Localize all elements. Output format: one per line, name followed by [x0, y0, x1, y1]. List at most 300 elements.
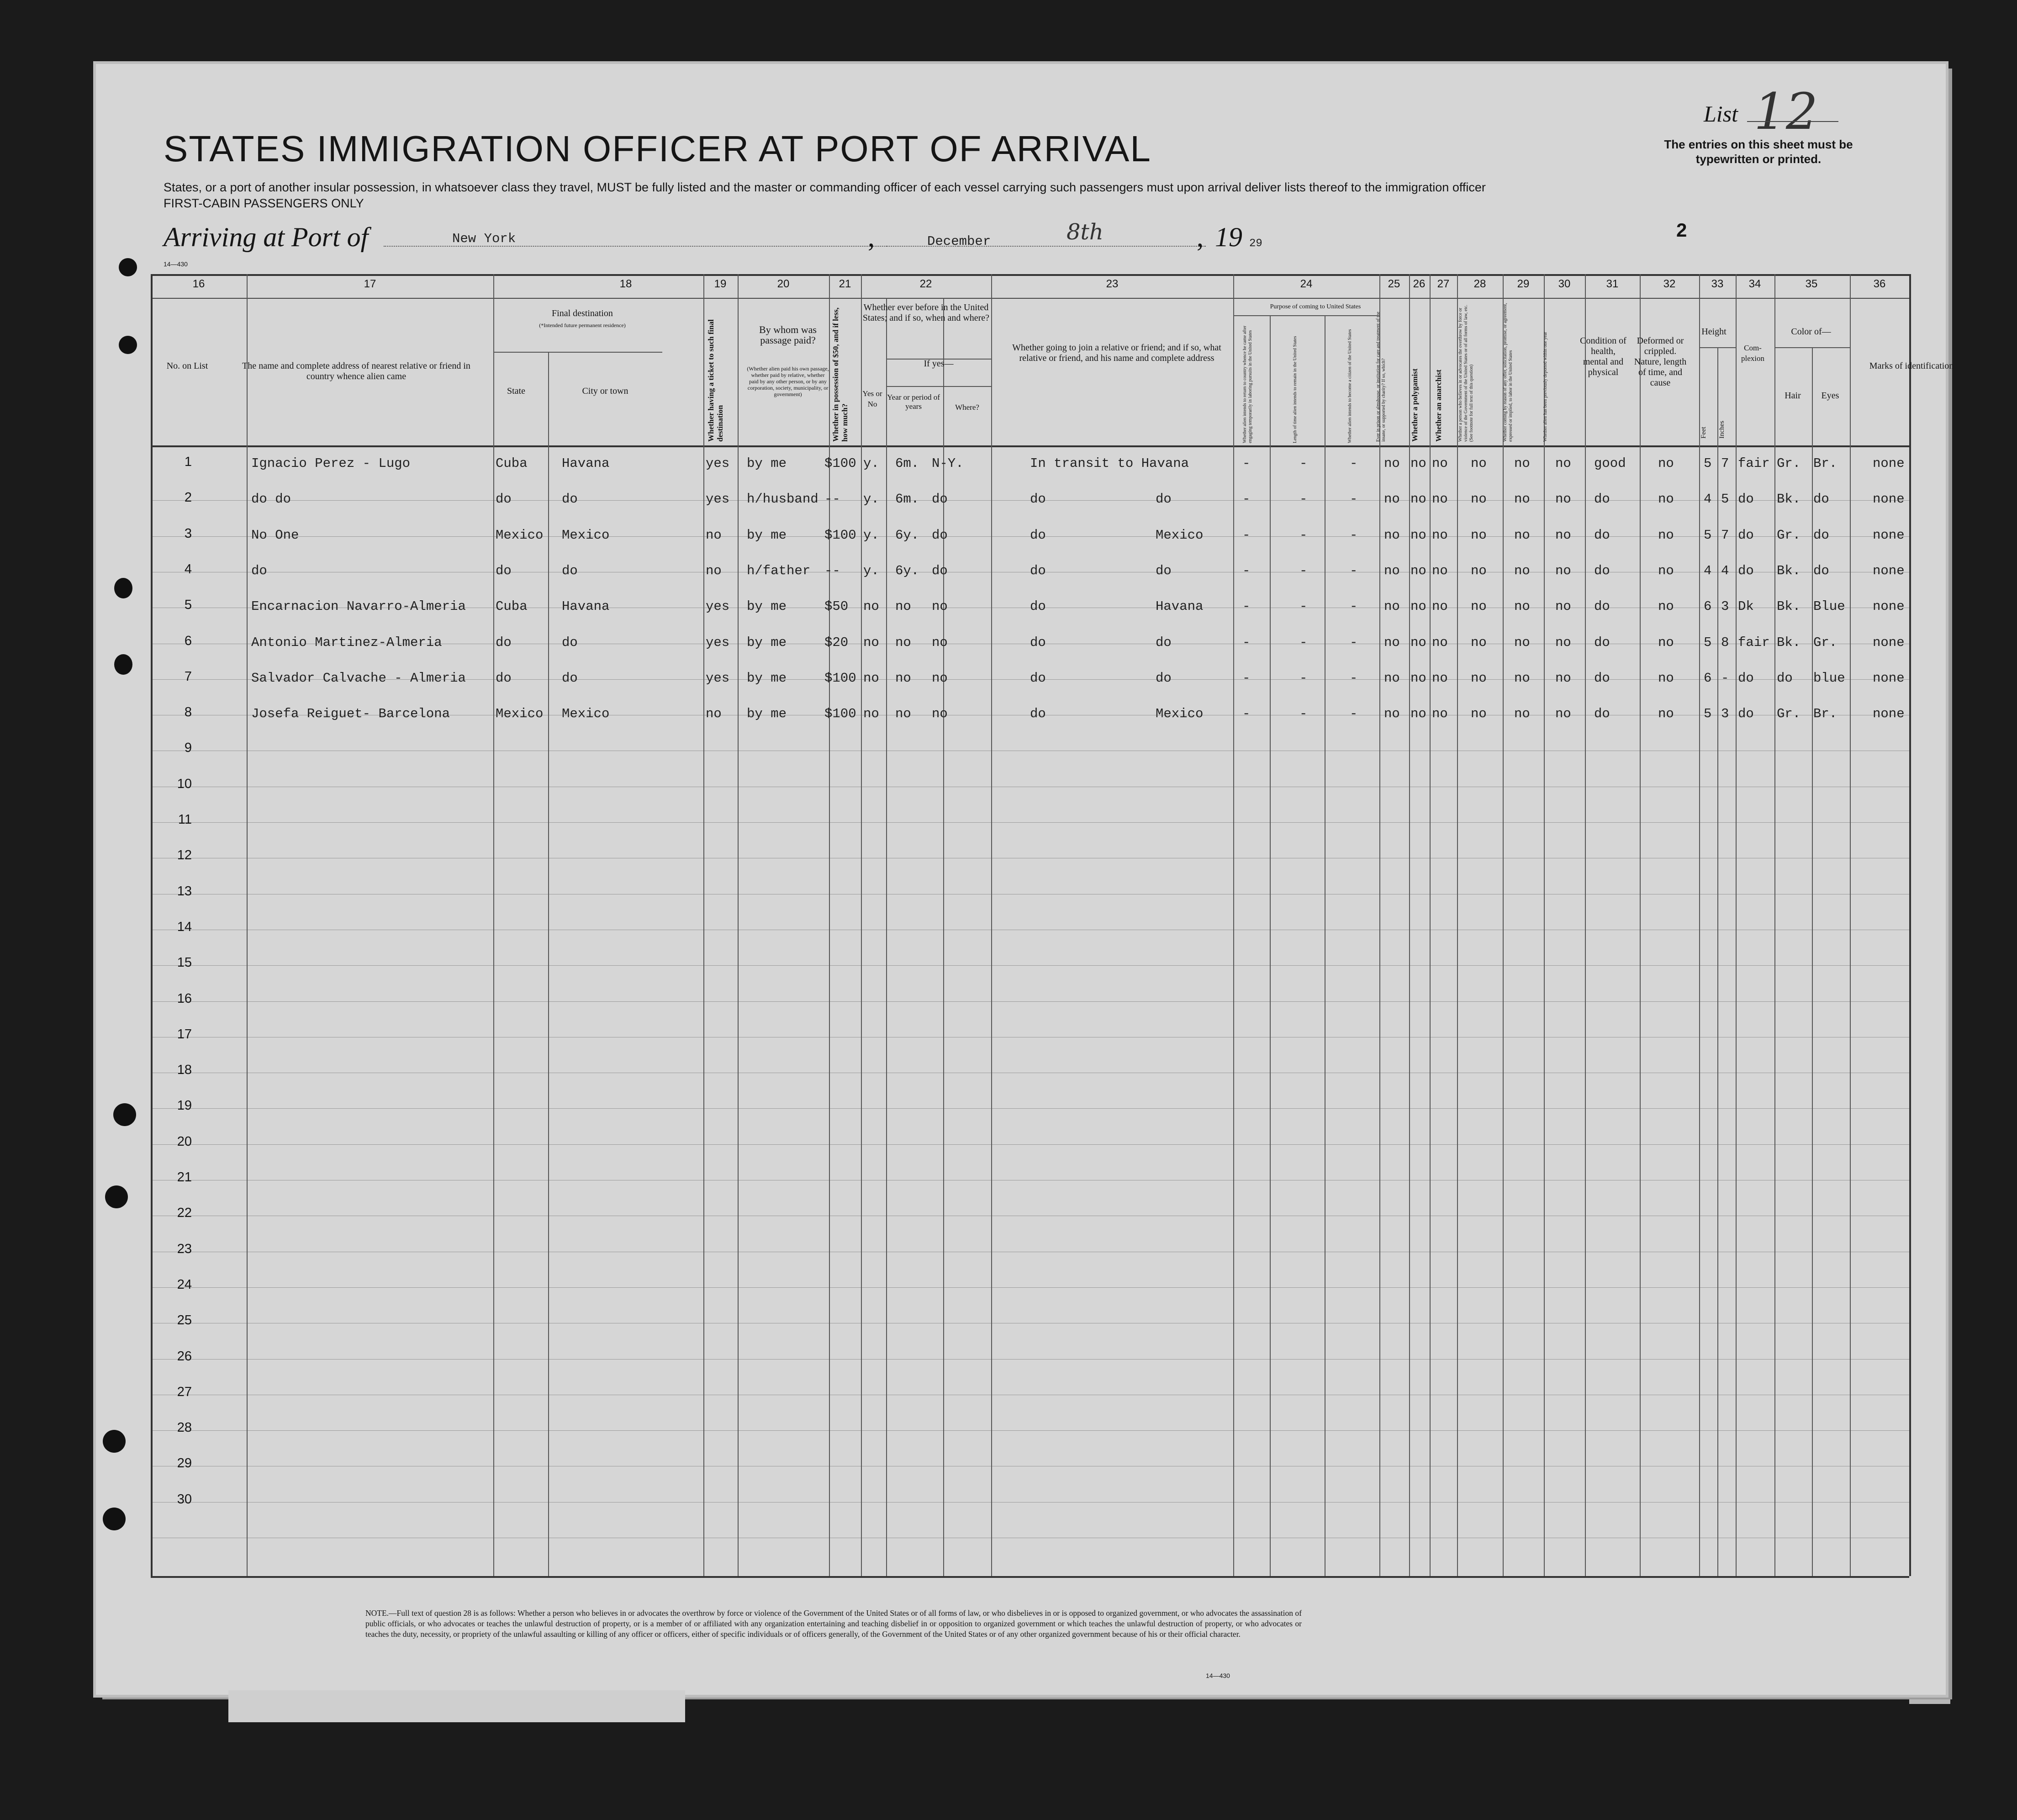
inches-cell: 3	[1721, 599, 1729, 614]
purpose-b-cell: -	[1299, 456, 1308, 471]
header-hair: Hair	[1785, 391, 1801, 401]
polygamist-cell: no	[1410, 599, 1426, 614]
deformed-cell: no	[1658, 492, 1674, 507]
yes-no-cell: y.	[863, 456, 879, 471]
deported-cell: no	[1555, 527, 1571, 543]
purpose-c-cell: -	[1350, 492, 1358, 507]
row-number: 23	[177, 1241, 192, 1256]
hair-cell: Gr.	[1777, 456, 1801, 471]
period-cell: 6m.	[895, 492, 919, 507]
colnum-row-border	[151, 298, 1909, 299]
header-purpose-c: Whether alien intends to become a citizen of the United States	[1347, 329, 1352, 443]
prison-cell: no	[1384, 599, 1400, 614]
contract-cell: no	[1514, 527, 1530, 543]
period-cell: no	[895, 706, 911, 722]
complexion-cell: do	[1738, 492, 1754, 507]
overthrow-cell: no	[1471, 456, 1487, 471]
row-number: 12	[177, 848, 192, 863]
complexion-cell: fair	[1738, 456, 1770, 471]
row-number: 11	[178, 812, 192, 827]
money-cell: --	[824, 563, 840, 578]
row-number: 14	[177, 919, 192, 934]
purpose-b-cell: -	[1299, 670, 1308, 686]
header-if-yes: If yes—	[924, 359, 954, 369]
binder-hole	[119, 336, 137, 354]
purpose-b-cell: -	[1299, 492, 1308, 507]
footnote: NOTE.—Full text of question 28 is as follows: Whether a person who believes in or advocates the overthrow by force or violence of the Government of the United States or of all forms of law, or who disbelieves in or is opposed to organized government, or who advocates the assassination of public officials, or who advocates or teaches the unlawful destruction of property, or is a member of or affiliated with any organization entertaining and teaching disbelief in or opposition to organized government or which teaches the unlawful destruction of property, or who advocates or teaches the duty, necessity, or propriety of the unlawful assaulting or killing of any officer or officers, either of specific individuals or of officers generally, of the Government of the United States or of any other organized government because of his or their official character.	[365, 1608, 1302, 1639]
column-number: 33	[1711, 278, 1724, 290]
column-number: 34	[1748, 278, 1761, 290]
polygamist-cell: no	[1410, 635, 1426, 650]
city-cell: Mexico	[562, 527, 610, 543]
city-cell: Havana	[562, 599, 610, 614]
port-value: New York	[452, 231, 516, 246]
money-cell: $100	[824, 670, 856, 686]
binder-hole	[114, 578, 132, 598]
health-cell: do	[1594, 670, 1610, 686]
row-number: 26	[177, 1349, 192, 1364]
paid-by-cell: h/father	[747, 563, 811, 578]
overthrow-cell: no	[1471, 635, 1487, 650]
joining-place-cell: Mexico	[1156, 706, 1204, 722]
row-number: 2	[184, 490, 192, 505]
list-label: List	[1704, 101, 1738, 127]
deformed-cell: no	[1658, 635, 1674, 650]
complexion-cell: do	[1738, 670, 1754, 686]
polygamist-cell: no	[1410, 492, 1426, 507]
polygamist-cell: no	[1410, 563, 1426, 578]
joining-cell: do	[1030, 706, 1046, 722]
health-cell: good	[1594, 456, 1626, 471]
joining-cell: do	[1030, 492, 1046, 507]
header-purpose-a: Whether alien intends to return to country whence he came after engaging temporarily in laboring pursuits in the United States	[1242, 325, 1253, 443]
paid-by-cell: by me	[747, 670, 787, 686]
ticket-cell: no	[706, 706, 722, 722]
row-number: 18	[177, 1063, 192, 1078]
contract-cell: no	[1514, 492, 1530, 507]
prison-cell: no	[1384, 527, 1400, 543]
purpose-b-cell: -	[1299, 706, 1308, 722]
deformed-cell: no	[1658, 456, 1674, 471]
relative-cell: Salvador Calvache - Almeria	[251, 670, 466, 686]
complexion-cell: do	[1738, 706, 1754, 722]
row-number: 9	[184, 741, 192, 756]
feet-cell: 4	[1704, 492, 1712, 507]
header-no-on-list: No. on List	[166, 361, 208, 371]
prison-cell: no	[1384, 456, 1400, 471]
marks-cell: none	[1873, 492, 1905, 507]
polygamist-cell: no	[1410, 670, 1426, 686]
comma: ,	[868, 222, 875, 252]
column-number: 28	[1473, 278, 1486, 290]
purpose-a-cell: -	[1242, 492, 1251, 507]
column-number: 22	[919, 278, 932, 290]
binder-hole	[114, 654, 132, 675]
eyes-cell: Gr.	[1813, 635, 1837, 650]
marks-cell: none	[1873, 599, 1905, 614]
money-cell: $100	[824, 456, 856, 471]
joining-cell: do	[1030, 670, 1046, 686]
polygamist-cell: no	[1410, 456, 1426, 471]
ticket-cell: yes	[706, 456, 730, 471]
state-cell: Mexico	[496, 527, 544, 543]
eyes-cell: do	[1813, 492, 1829, 507]
marks-cell: none	[1873, 527, 1905, 543]
hair-cell: do	[1777, 670, 1793, 686]
city-cell: do	[562, 563, 578, 578]
manifest-sheet	[96, 64, 1954, 1695]
marks-cell: none	[1873, 456, 1905, 471]
header-ever-before: Whether ever before in the United States; and if so, when and where?	[862, 302, 990, 323]
money-cell: $100	[824, 706, 856, 722]
overthrow-cell: no	[1471, 706, 1487, 722]
hair-cell: Bk.	[1777, 563, 1801, 578]
eyes-cell: do	[1813, 563, 1829, 578]
purpose-c-cell: -	[1350, 563, 1358, 578]
row-number: 17	[177, 1026, 192, 1042]
period-cell: no	[895, 670, 911, 686]
row-number: 10	[177, 776, 192, 791]
row-number: 8	[184, 705, 192, 720]
complexion-cell: do	[1738, 563, 1754, 578]
inches-cell: 4	[1721, 563, 1729, 578]
where-cell: do	[932, 527, 948, 543]
paper-tab	[228, 1690, 685, 1722]
purpose-c-cell: -	[1350, 670, 1358, 686]
hair-cell: Bk.	[1777, 635, 1801, 650]
header-purpose: Purpose of coming to United States	[1270, 303, 1361, 310]
month-value: December	[927, 234, 991, 249]
joining-place-cell: do	[1156, 635, 1172, 650]
health-cell: do	[1594, 492, 1610, 507]
feet-cell: 6	[1704, 599, 1712, 614]
ticket-cell: no	[706, 527, 722, 543]
state-cell: do	[496, 563, 512, 578]
relative-cell: Ignacio Perez - Lugo	[251, 456, 411, 471]
where-cell: no	[932, 706, 948, 722]
polygamist-cell: no	[1410, 706, 1426, 722]
joining-place-cell: do	[1156, 492, 1172, 507]
column-number: 35	[1805, 278, 1818, 290]
header-nearest-relative: The name and complete address of nearest relative or friend in country whence alien came	[242, 361, 470, 381]
column-number: 21	[839, 278, 851, 290]
binder-hole	[113, 1103, 136, 1126]
yes-no-cell: no	[863, 635, 879, 650]
complexion-cell: fair	[1738, 635, 1770, 650]
overthrow-cell: no	[1471, 492, 1487, 507]
purpose-c-cell: -	[1350, 635, 1358, 650]
row-line	[151, 1430, 1909, 1431]
where-cell: do	[932, 492, 948, 507]
row-number: 22	[177, 1206, 192, 1221]
row-number: 4	[184, 561, 192, 577]
list-underline	[1747, 121, 1838, 122]
inches-cell: 3	[1721, 706, 1729, 722]
marks-cell: none	[1873, 670, 1905, 686]
overthrow-cell: no	[1471, 527, 1487, 543]
ticket-cell: yes	[706, 599, 730, 614]
table-row	[151, 488, 1909, 524]
yes-no-cell: y.	[863, 492, 879, 507]
table-row	[151, 631, 1909, 667]
inches-cell: -	[1721, 670, 1729, 686]
row-number: 15	[177, 955, 192, 970]
table-row	[151, 667, 1909, 703]
eyes-cell: Blue	[1813, 599, 1845, 614]
row-number: 3	[184, 526, 192, 541]
relative-cell: Josefa Reiguet- Barcelona	[251, 706, 450, 722]
column-number: 26	[1413, 278, 1426, 290]
purpose-b-cell: -	[1299, 599, 1308, 614]
complexion-cell: Dk	[1738, 599, 1754, 614]
anarchist-cell: no	[1432, 456, 1448, 471]
row-number: 5	[184, 598, 192, 613]
prison-cell: no	[1384, 492, 1400, 507]
header-final-destination: Final destination	[552, 308, 613, 318]
subheader-line	[886, 359, 991, 360]
anarchist-cell: no	[1432, 670, 1448, 686]
prison-cell: no	[1384, 706, 1400, 722]
period-cell: 6m.	[895, 456, 919, 471]
header-health: Condition of health, mental and physical	[1580, 336, 1626, 377]
header-bottom-border	[151, 445, 1909, 447]
relative-cell: Antonio Martinez-Almeria	[251, 635, 442, 650]
period-cell: 6y.	[895, 563, 919, 578]
header-money: Whether in possession of $50, and if less, how much?	[831, 307, 849, 442]
state-cell: Mexico	[496, 706, 544, 722]
table-row	[151, 524, 1909, 560]
state-cell: Cuba	[496, 599, 528, 614]
ticket-cell: no	[706, 563, 722, 578]
column-number: 18	[619, 278, 632, 290]
joining-cell: do	[1030, 599, 1046, 614]
manifest-table	[151, 274, 1954, 1576]
eyes-cell: do	[1813, 527, 1829, 543]
city-cell: do	[562, 492, 578, 507]
header-deformed: Deformed or crippled. Nature, length of time, and cause	[1634, 336, 1687, 388]
anarchist-cell: no	[1432, 635, 1448, 650]
feet-cell: 5	[1704, 456, 1712, 471]
header-ticket: Whether having a ticket to such final destination	[707, 319, 724, 442]
joining-place-cell: Mexico	[1156, 527, 1204, 543]
money-cell: $50	[824, 599, 849, 614]
class-line: FIRST-CABIN PASSENGERS ONLY	[164, 196, 364, 210]
money-cell: $100	[824, 527, 856, 543]
row-number: 20	[177, 1134, 192, 1149]
column-number: 30	[1558, 278, 1571, 290]
row-line	[151, 1001, 1909, 1002]
header-height: Height	[1701, 327, 1727, 337]
subtitle: States, or a port of another insular possession, in whatsoever class they travel, MUST be fully listed and the master or commanding officer of each vessel carrying such passengers must upon arrival deliver lists thereof to the immigration officer	[164, 180, 1486, 194]
column-line	[1909, 274, 1911, 1576]
row-number: 25	[177, 1313, 192, 1328]
deformed-cell: no	[1658, 563, 1674, 578]
health-cell: do	[1594, 706, 1610, 722]
joining-place-cell: Havana	[1156, 599, 1204, 614]
column-number: 24	[1300, 278, 1313, 290]
row-number: 1	[184, 455, 192, 469]
prison-cell: no	[1384, 670, 1400, 686]
row-line	[151, 1108, 1909, 1109]
year-suffix: 29	[1249, 238, 1262, 250]
joining-cell: do	[1030, 563, 1046, 578]
purpose-b-cell: -	[1299, 563, 1308, 578]
header-deported: Whether alien has been previously deported within one year	[1543, 332, 1548, 442]
purpose-a-cell: -	[1242, 456, 1251, 471]
feet-cell: 5	[1704, 527, 1712, 543]
row-number: 6	[184, 633, 192, 648]
hair-cell: Gr.	[1777, 527, 1801, 543]
column-number: 17	[364, 278, 376, 290]
health-cell: do	[1594, 563, 1610, 578]
purpose-c-cell: -	[1350, 706, 1358, 722]
deformed-cell: no	[1658, 599, 1674, 614]
header-polygamist: Whether a polygamist	[1410, 368, 1419, 442]
comma-2: ,	[1197, 222, 1204, 252]
deported-cell: no	[1555, 706, 1571, 722]
table-row	[151, 703, 1909, 738]
header-marks: Marks of identification	[1869, 361, 1954, 371]
column-number: 20	[777, 278, 790, 290]
relative-cell: Encarnacion Navarro-Almeria	[251, 599, 466, 614]
column-number: 29	[1517, 278, 1530, 290]
purpose-a-cell: -	[1242, 599, 1251, 614]
paid-by-cell: h/husband	[747, 492, 818, 507]
money-cell: $20	[824, 635, 849, 650]
contract-cell: no	[1514, 635, 1530, 650]
period-cell: no	[895, 599, 911, 614]
row-number: 24	[177, 1277, 192, 1292]
column-number: 25	[1388, 278, 1400, 290]
money-cell: --	[824, 492, 840, 507]
row-line	[151, 1144, 1909, 1145]
city-cell: do	[562, 670, 578, 686]
anarchist-cell: no	[1432, 492, 1448, 507]
header-purpose-b: Length of time alien intends to remain in the United States	[1293, 336, 1298, 443]
anarchist-cell: no	[1432, 527, 1448, 543]
column-number: 23	[1106, 278, 1119, 290]
header-complexion: Com-plexion	[1741, 344, 1764, 363]
marks-cell: none	[1873, 563, 1905, 578]
list-number: 12	[1754, 82, 1818, 141]
purpose-b-cell: -	[1299, 635, 1308, 650]
row-line	[151, 1287, 1909, 1288]
binder-hole	[103, 1430, 126, 1453]
header-paid-by-note: (Whether alien paid his own passage, whether paid by relative, whether paid by any other person, or by any corporation, society, municipality, or government)	[747, 365, 829, 397]
row-number: 27	[177, 1384, 192, 1399]
table-bottom-border	[151, 1576, 1909, 1578]
deported-cell: no	[1555, 599, 1571, 614]
subheader-line	[1699, 347, 1736, 348]
table-row	[151, 560, 1909, 595]
binder-hole	[103, 1508, 126, 1530]
purpose-a-cell: -	[1242, 706, 1251, 722]
city-cell: Mexico	[562, 706, 610, 722]
relative-cell: do	[251, 563, 267, 578]
anarchist-cell: no	[1432, 563, 1448, 578]
deported-cell: no	[1555, 635, 1571, 650]
relative-cell: do do	[251, 492, 291, 507]
where-cell: do	[932, 563, 948, 578]
row-number: 29	[177, 1456, 192, 1471]
page-title: STATES IMMIGRATION OFFICER AT PORT OF ARRIVAL	[164, 128, 1151, 169]
joining-cell: do	[1030, 527, 1046, 543]
deported-cell: no	[1555, 670, 1571, 686]
contract-cell: no	[1514, 706, 1530, 722]
deported-cell: no	[1555, 492, 1571, 507]
row-line	[151, 822, 1909, 823]
paid-by-cell: by me	[747, 706, 787, 722]
hair-cell: Bk.	[1777, 599, 1801, 614]
state-cell: do	[496, 635, 512, 650]
column-number: 16	[192, 278, 205, 290]
row-line	[151, 1502, 1909, 1503]
yes-no-cell: no	[863, 670, 879, 686]
eyes-cell: blue	[1813, 670, 1845, 686]
day-handwritten: 8th	[1067, 219, 1104, 245]
subheader-line	[886, 386, 991, 387]
inches-cell: 8	[1721, 635, 1729, 650]
binder-hole	[105, 1185, 128, 1208]
marks-cell: none	[1873, 706, 1905, 722]
hair-cell: Bk.	[1777, 492, 1801, 507]
inches-cell: 7	[1721, 456, 1729, 471]
header-contract: Whether coming by reason of any offer, solicitation, promise, or agreement, expressed or implied, to labor in the United States	[1503, 303, 1513, 442]
relative-cell: No One	[251, 527, 299, 543]
column-number: 31	[1606, 278, 1619, 290]
inches-cell: 7	[1721, 527, 1729, 543]
row-number: 19	[177, 1098, 192, 1113]
state-cell: do	[496, 492, 512, 507]
deformed-cell: no	[1658, 527, 1674, 543]
health-cell: do	[1594, 599, 1610, 614]
yes-no-cell: no	[863, 599, 879, 614]
purpose-c-cell: -	[1350, 456, 1358, 471]
yes-no-cell: no	[863, 706, 879, 722]
row-number: 30	[177, 1492, 192, 1507]
paid-by-cell: by me	[747, 599, 787, 614]
contract-cell: no	[1514, 563, 1530, 578]
prison-cell: no	[1384, 635, 1400, 650]
header-overthrow: Whether a person who believes in or advocates the overthrow by force or violence of the Government of the United States or of all forms of law, etc. (See footnote for full text of this question)	[1458, 305, 1474, 442]
deported-cell: no	[1555, 563, 1571, 578]
footnote-form-number: 14—430	[1206, 1672, 1230, 1679]
anarchist-cell: no	[1432, 599, 1448, 614]
column-number: 27	[1437, 278, 1450, 290]
row-number: 16	[177, 991, 192, 1006]
header-yes-no: Yes or No	[862, 389, 882, 408]
table-row	[151, 452, 1909, 488]
table-row	[151, 595, 1909, 631]
header-city: City or town	[582, 386, 628, 396]
paid-by-cell: by me	[747, 456, 787, 471]
feet-cell: 5	[1704, 635, 1712, 650]
arriving-label: Arriving at Port of	[164, 222, 369, 252]
row-line	[151, 965, 1909, 966]
purpose-b-cell: -	[1299, 527, 1308, 543]
purpose-a-cell: -	[1242, 670, 1251, 686]
header-paid-by: By whom was passage paid?	[759, 324, 817, 346]
where-cell: no	[932, 670, 948, 686]
column-number: 19	[714, 278, 727, 290]
row-number: 7	[184, 669, 192, 684]
purpose-c-cell: -	[1350, 527, 1358, 543]
purpose-a-cell: -	[1242, 527, 1251, 543]
header-anarchist: Whether an anarchist	[1434, 369, 1443, 442]
row-number: 21	[177, 1170, 192, 1185]
paid-by-cell: by me	[747, 527, 787, 543]
feet-cell: 4	[1704, 563, 1712, 578]
